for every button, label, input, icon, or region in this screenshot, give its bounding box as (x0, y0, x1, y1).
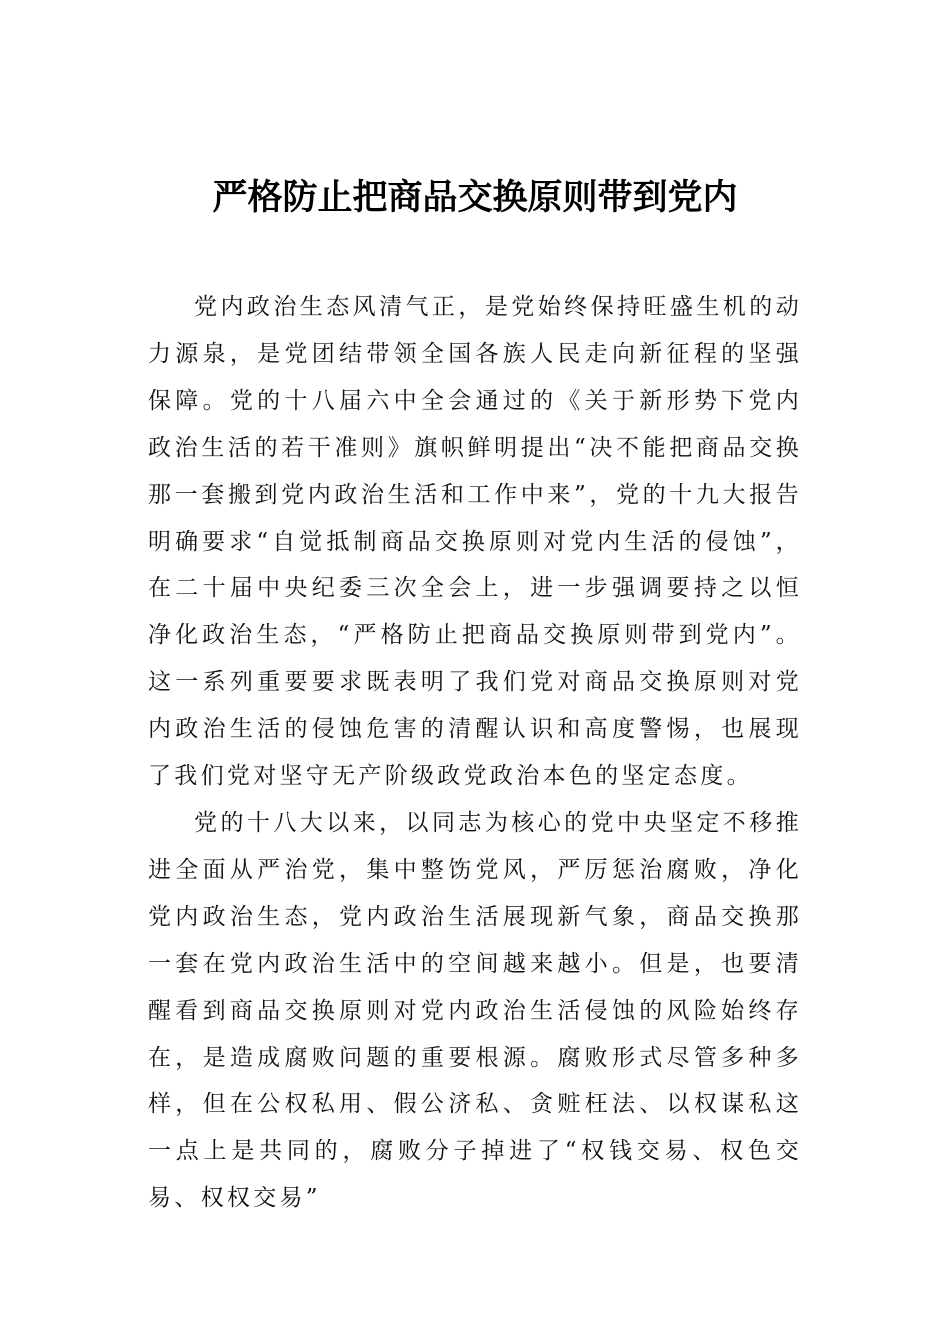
paragraph: 党的十八大以来，以同志为核心的党中央坚定不移推进全面从严治党，集中整饬党风，严厉惩治腐败，净化党内政治生态，党内政治生活展现新气象，商品交换那一套在党内政治生活中的空间越来越小。但是，也要清醒看到商品交换原则对党内政治生活侵蚀的风险始终存在，是造成腐败问题的重要根源。腐败形式尽管多种多样，但在公权私用、假公济私、贪赃枉法、以权谋私这一点上是共同的，腐败分子掉进了“权钱交易、权色交易、权权交易” (148, 809, 802, 1212)
document-body (148, 284, 802, 1222)
paragraph: 党内政治生态风清气正，是党始终保持旺盛生机的动力源泉，是党团结带领全国各族人民走向新征程的坚强保障。党的十八届六中全会通过的《关于新形势下党内政治生活的若干准则》旗帜鲜明提出“决不能把商品交换那一套搬到党内政治生活和工作中来”，党的十九大报告明确要求“自觉抵制商品交换原则对党内生活的侵蚀”，在二十届中央纪委三次全会上，进一步强调要持之以恒净化政治生态，“严格防止把商品交换原则带到党内”。这一系列重要要求既表明了我们党对商品交换原则对党内政治生活的侵蚀危害的清醒认识和高度警惕，也展现了我们党对坚守无产阶级政党政治本色的坚定态度。 (148, 294, 802, 790)
document-title: 严格防止把商品交换原则带到党内 (212, 177, 738, 218)
